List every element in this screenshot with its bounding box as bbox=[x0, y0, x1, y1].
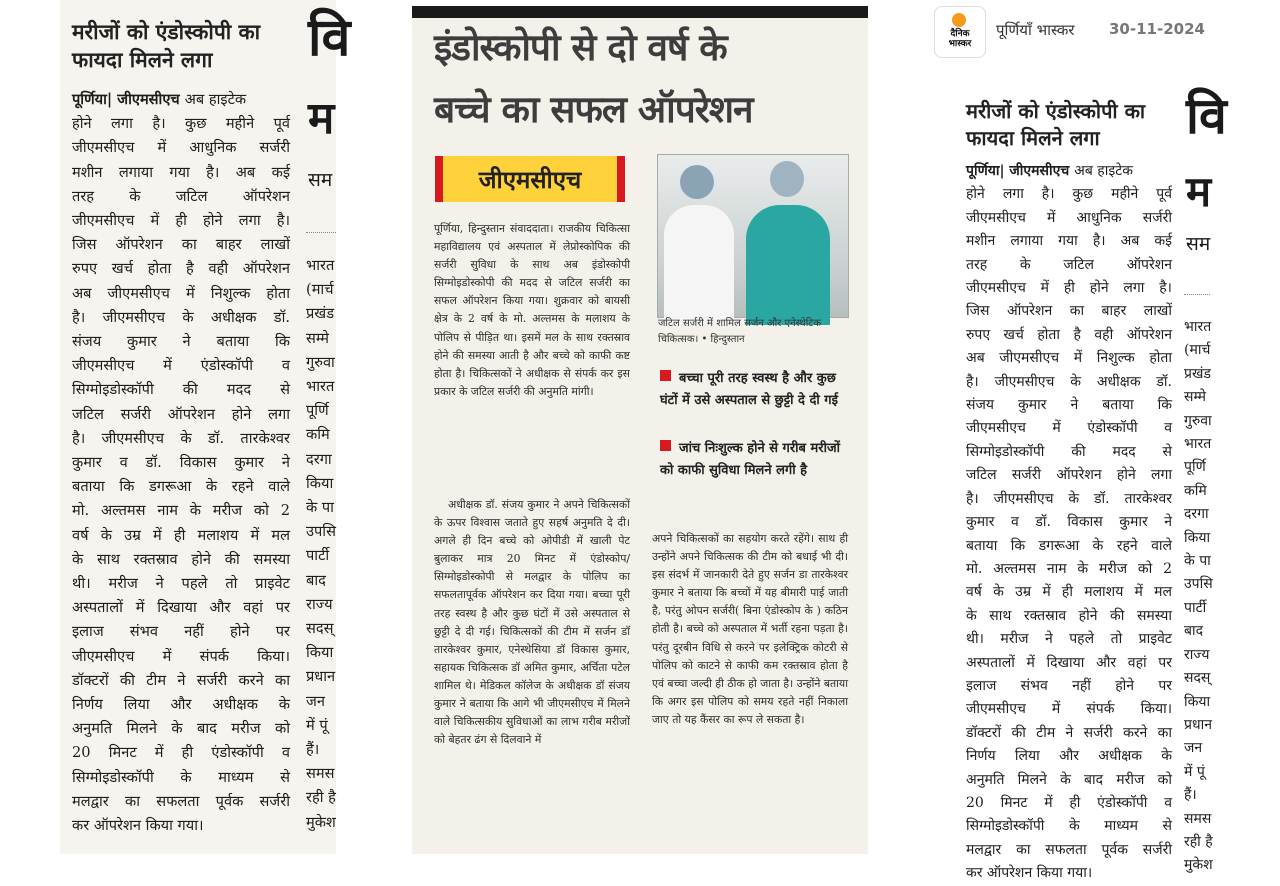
article-line: वर्ष के उम्र में ही मलाशय में मल bbox=[966, 584, 1172, 601]
neighbor-line: सदस् bbox=[306, 620, 334, 638]
article-line: जीएमसीएच में आधुनिक सर्जरी bbox=[72, 139, 290, 157]
article-line: तरह के जटिल ऑपरेशन bbox=[966, 256, 1172, 273]
neighbor-line: पूर्णि bbox=[306, 402, 329, 420]
article-line: मशीन लगाया गया है। अब कई bbox=[966, 233, 1172, 250]
article-line: अस्पतालों में दिखाया और वहां पर bbox=[72, 599, 290, 617]
article-line: कुमार व डॉ. विकास कुमार ने bbox=[966, 514, 1172, 531]
neighbor-line: कमि bbox=[1184, 482, 1207, 499]
article-first-line bbox=[72, 88, 290, 112]
neighbor-line: सम्मे bbox=[1184, 389, 1207, 406]
headline-line-2: फायदा मिलने लगा bbox=[966, 126, 1100, 150]
article-line: कर ऑपरेशन किया गया। bbox=[72, 817, 204, 835]
center-col2-para: अपने चिकित्सकों का सहयोग करते रहेंगे। साथ ही उन्होंने अपने चिकित्सक की टीम को बधाई भी दी। इस संदर्भ में जानकारी देते हुए सर्जन डा तारकेश्वर कुमार ने बताया कि बच्चों में यह बीमारी पाई जाती है, परंतु ओपन सर्जरी( बिना एंडोस्कोप के ) कठिन होती है। बच्चे को अस्पताल में भर्ती रहना पड़ता है। परंतु दूरबीन विधि से करने पर इलेक्ट्रिक कोटरी से पोलिप को काटने से काफी कम रक्तस्राव होता है एवं बच्चा जल्दी ही ठीक हो जाता है। उन्होंने बताया कि अगर इस पोलिप को समय रहते नहीं निकाला जाए तो यह कैंसर का रूप ले सकता है। bbox=[652, 532, 848, 726]
neighbor-line: भारत bbox=[1184, 319, 1212, 335]
bullet-text: जांच निःशुल्क होने से गरीब मरीजों को काफी सुविधा मिलने लगी है bbox=[660, 441, 840, 478]
neighbor-line: रही है bbox=[306, 789, 336, 807]
article-line: रुपए खर्च होता है वही ऑपरेशन bbox=[72, 260, 290, 278]
dateline: पूर्णिया| bbox=[966, 163, 1010, 179]
right-news-clipping bbox=[930, 70, 1227, 882]
article-line: है। जीएमसीएच के अधीक्षक डॉ. bbox=[966, 373, 1172, 390]
neighbor-line: गुरुवा bbox=[306, 353, 335, 371]
person-head-icon bbox=[680, 165, 714, 199]
article-line: मलद्वार का सफलता पूर्वक सर्जरी bbox=[966, 841, 1172, 858]
article-line: संजय कुमार ने बताया कि bbox=[966, 397, 1172, 414]
neighbor-column-fragment bbox=[1184, 316, 1213, 878]
neighbor-column-fragment bbox=[306, 254, 336, 835]
photo-caption: जटिल सर्जरी में शामिल सर्जन और एनेस्थेटिक चिकित्सक। • हिन्दुस्तान bbox=[658, 318, 822, 345]
neighbor-line: भारत bbox=[306, 378, 335, 396]
article-line: सिग्मोइडोस्कॉपी के माध्यम से bbox=[966, 818, 1172, 835]
neighbor-line: (मार्च bbox=[306, 281, 334, 299]
column-rule bbox=[306, 232, 336, 233]
headline-line-1: मरीजों को एंडोस्कोपी का bbox=[72, 20, 261, 44]
article-line: इलाज संभव नहीं होने पर bbox=[966, 677, 1172, 694]
article-line: मलद्वार का सफलता पूर्वक सर्जरी bbox=[72, 792, 290, 810]
article-line: जीएमसीएच में एंडोस्कॉपी व bbox=[966, 420, 1172, 437]
highlight-bullet bbox=[660, 438, 850, 482]
neighbor-line: दरगा bbox=[306, 450, 332, 468]
article-line: मो. अल्तमस नाम के मरीज को 2 bbox=[966, 560, 1172, 577]
article-headline bbox=[966, 98, 1145, 152]
article-line: डॉक्टरों की टीम ने सर्जरी करने का bbox=[966, 724, 1172, 741]
neighbor-line: गुरुवा bbox=[1184, 412, 1212, 429]
neighbor-line: बाद bbox=[1184, 623, 1204, 640]
neighbor-line: उपसि bbox=[306, 523, 336, 541]
article-line: जीएमसीएच में ही होने लगा है। bbox=[72, 212, 290, 230]
article-line: जीएमसीएच में संपर्क किया। bbox=[72, 647, 290, 665]
byline: जीएमसीएच bbox=[1009, 163, 1075, 179]
left-news-clipping bbox=[60, 0, 351, 854]
article-line: रुपए खर्च होता है वही ऑपरेशन bbox=[966, 326, 1172, 343]
neighbor-headline-fragment-1: वि bbox=[1186, 87, 1227, 145]
article-line: जिस ऑपरेशन का बाहर लाखों bbox=[72, 236, 290, 254]
neighbor-line: भारत bbox=[1184, 436, 1212, 453]
article-line: अब हाइटेक bbox=[184, 91, 247, 108]
article-line: है। जीएमसीएच के अधीक्षक डॉ. bbox=[72, 308, 290, 326]
article-line: थी। मरीज ने पहले तो प्राइवेट bbox=[966, 631, 1172, 648]
neighbor-line: हैं। bbox=[1184, 787, 1197, 804]
neighbor-line: भारत bbox=[306, 257, 335, 274]
article-line: होने लगा है। कुछ महीने पूर्व bbox=[72, 115, 290, 133]
article-line: जीएमसीएच में ही होने लगा है। bbox=[966, 280, 1172, 297]
neighbor-line: पूर्णि bbox=[1184, 459, 1206, 476]
neighbor-line: मुकेश bbox=[1184, 857, 1213, 874]
article-line: सिग्मोइडोस्कॉपी की मदद से bbox=[72, 381, 290, 399]
neighbor-headline-fragment-1: वि bbox=[308, 8, 351, 68]
article-line: है। जीएमसीएच के डॉ. तारकेश्वर bbox=[966, 490, 1172, 507]
article-line: तरह के जटिल ऑपरेशन bbox=[72, 187, 290, 205]
neighbor-line: प्रधान bbox=[306, 668, 336, 686]
neighbor-line: प्रधान bbox=[1184, 716, 1212, 733]
center-headline-line-2: बच्चे का सफल ऑपरेशन bbox=[434, 88, 753, 131]
article-line: थी। मरीज ने पहले तो प्राइवेट bbox=[72, 575, 290, 593]
neighbor-line: हैं। bbox=[306, 741, 320, 759]
news-photo bbox=[657, 154, 849, 318]
neighbor-line: किया bbox=[1184, 693, 1211, 710]
neighbor-line: किया bbox=[306, 474, 334, 492]
article-line: डॉक्टरों की टीम ने सर्जरी करने का bbox=[72, 671, 290, 689]
neighbor-line: राज्य bbox=[306, 595, 333, 613]
bullet-square-icon bbox=[660, 370, 671, 381]
article-line: संजय कुमार ने बताया कि bbox=[72, 333, 290, 351]
article-body bbox=[966, 160, 1172, 886]
article-line: के साथ रक्तस्राव होने की समस्या bbox=[72, 550, 290, 568]
dateline: पूर्णिया| bbox=[72, 91, 118, 108]
center-headline-line-1: इंडोस्कोपी से दो वर्ष के bbox=[434, 26, 727, 69]
article-line: मो. अल्तमस नाम के मरीज को 2 bbox=[72, 502, 290, 520]
logo-text: दैनिक भास्कर bbox=[948, 29, 972, 49]
article-line: जीएमसीएच में संपर्क किया। bbox=[966, 701, 1172, 718]
neighbor-line: जन bbox=[1184, 740, 1203, 757]
article-line: मशीन लगाया गया है। अब कई bbox=[72, 163, 290, 181]
article-line: कर ऑपरेशन किया गया। bbox=[966, 865, 1093, 882]
headline-line-1: मरीजों को एंडोस्कोपी का bbox=[966, 99, 1146, 123]
neighbor-line: सम्मे bbox=[306, 329, 329, 347]
neighbor-line: राज्य bbox=[1184, 646, 1210, 663]
source-date: 30-11-2024 bbox=[1109, 20, 1205, 38]
neighbor-line: दरगा bbox=[1184, 506, 1209, 523]
article-line: जिस ऑपरेशन का बाहर लाखों bbox=[966, 303, 1172, 320]
neighbor-line: प्रखंड bbox=[306, 305, 335, 323]
neighbor-line: (मार्च bbox=[1184, 342, 1211, 359]
neighbor-line: के पा bbox=[306, 499, 334, 517]
article-line: अब जीएमसीएच में निशुल्क होता bbox=[966, 350, 1172, 367]
neighbor-line: कमि bbox=[306, 426, 330, 444]
neighbor-line: किया bbox=[306, 644, 334, 662]
article-line: निर्णय लिया और अधीक्षक के bbox=[72, 696, 290, 714]
neighbor-line: में पूं bbox=[1184, 763, 1205, 780]
article-line: अस्पतालों में दिखाया और वहां पर bbox=[966, 654, 1172, 671]
article-line: कुमार व डॉ. विकास कुमार ने bbox=[72, 454, 290, 472]
article-body bbox=[72, 88, 290, 838]
neighbor-line: के पा bbox=[1184, 553, 1211, 570]
neighbor-line: बाद bbox=[306, 571, 326, 589]
bhaskar-logo[interactable] bbox=[934, 6, 986, 58]
neighbor-line: समस bbox=[306, 765, 335, 783]
article-line: वर्ष के उम्र में ही मलाशय में मल bbox=[72, 526, 290, 544]
source-name[interactable]: पूर्णियाँ भास्कर bbox=[996, 21, 1075, 39]
top-bar bbox=[412, 6, 868, 18]
headline-line-2: फायदा मिलने लगा bbox=[72, 48, 213, 73]
highlight-bullet bbox=[660, 368, 850, 412]
neighbor-line: पार्टी bbox=[1184, 599, 1207, 616]
article-line: अब हाइटेक bbox=[1074, 163, 1134, 179]
neighbor-line: रही है bbox=[1184, 833, 1213, 850]
kicker-label bbox=[435, 156, 625, 202]
article-line: अनुमति मिलने के बाद मरीज को bbox=[72, 720, 290, 738]
neighbor-line: पार्टी bbox=[306, 547, 330, 565]
kicker-text: जीएमसीएच bbox=[478, 165, 582, 194]
article-line: है। जीएमसीएच के डॉ. तारकेश्वर bbox=[72, 429, 290, 447]
center-news-clipping bbox=[412, 6, 868, 854]
bullet-square-icon bbox=[660, 440, 671, 451]
article-line: जटिल सर्जरी ऑपरेशन होने लगा bbox=[72, 405, 290, 423]
article-line: सिग्मोइडोस्कॉपी के माध्यम से bbox=[72, 768, 290, 786]
article-line: निर्णय लिया और अधीक्षक के bbox=[966, 748, 1172, 765]
article-first-line bbox=[966, 160, 1172, 183]
neighbor-line: प्रखंड bbox=[1184, 365, 1211, 382]
article-line: इलाज संभव नहीं होने पर bbox=[72, 623, 290, 641]
article-line: 20 मिनट में ही एंडोस्कॉपी व bbox=[966, 794, 1172, 811]
bullet-text: बच्चा पूरी तरह स्वस्थ है और कुछ घंटों में उसे अस्पताल से छुट्टी दे दी गई bbox=[660, 371, 838, 408]
article-line: जटिल सर्जरी ऑपरेशन होने लगा bbox=[966, 467, 1172, 484]
person-head-icon bbox=[770, 161, 804, 197]
article-line: बताया कि डगरूआ के रहने वाले bbox=[966, 537, 1172, 554]
byline: जीएमसीएच bbox=[117, 91, 185, 108]
neighbor-line: मुकेश bbox=[306, 813, 336, 831]
neighbor-line: किया bbox=[1184, 529, 1211, 546]
center-col1-para2: अधीक्षक डॉ. संजय कुमार ने अपने चिकित्सकों के ऊपर विश्वास जताते हुए सहर्ष अनुमति दे दी। अगले ही दिन बच्चे को ओपीडी में खाली पेट बुलाकर मात्र 20 मिनट में एंडोस्कोप/सिग्मोइडोस्कोपी से मलद्वार के पोलिप का सफलतापूर्वक ऑपरेशन कर दिया गया। बच्चा पूरी तरह स्वस्थ है और कुछ घंटों में उसे अस्पताल से छुट्टी दे दी गई। चिकित्सकों की टीम में सर्जन डॉ तारकेश्वर कुमार, एनेस्थेसिया डॉ विकास कुमार, सहायक चिकित्सक डॉ अमित कुमार, अर्चिता पटेल शामिल थे। मेडिकल कॉलेज के अधीक्षक डॉ संजय कुमार ने बताया कि आगे भी जीएमसीएच में मिलने वाले चिकित्सकीय सुविधाओं का लाभ गरीब मरीजों को बेहतर ढंग से दिलवाने में bbox=[434, 498, 630, 747]
article-line: अनुमति मिलने के बाद मरीज को bbox=[966, 771, 1172, 788]
article-line: 20 मिनट में ही एंडोस्कॉपी व bbox=[72, 744, 290, 762]
neighbor-line: में पूं bbox=[306, 716, 328, 734]
article-line: बताया कि डगरूआ के रहने वाले bbox=[72, 478, 290, 496]
neighbor-line: सदस् bbox=[1184, 670, 1211, 687]
person-body-icon bbox=[746, 205, 830, 325]
column-rule bbox=[1184, 294, 1210, 295]
neighbor-headline-fragment-2: म bbox=[308, 93, 335, 144]
neighbor-line: समस bbox=[1184, 810, 1212, 827]
neighbor-subhead-fragment: सम bbox=[308, 169, 333, 191]
neighbor-headline-fragment-2: म bbox=[1186, 167, 1212, 216]
neighbor-line: जन bbox=[306, 692, 325, 710]
article-headline bbox=[72, 18, 260, 75]
article-line: जीएमसीएच में आधुनिक सर्जरी bbox=[966, 209, 1172, 226]
article-line: के साथ रक्तस्राव होने की समस्या bbox=[966, 607, 1172, 624]
article-line: होने लगा है। कुछ महीने पूर्व bbox=[966, 186, 1172, 203]
article-line: सिग्मोइडोस्कॉपी की मदद से bbox=[966, 443, 1172, 460]
sun-icon bbox=[952, 13, 966, 27]
neighbor-subhead-fragment: सम bbox=[1186, 233, 1211, 255]
article-line: जीएमसीएच में एंडोस्कॉपी व bbox=[72, 357, 290, 375]
neighbor-line: उपसि bbox=[1184, 576, 1213, 593]
article-line: अब जीएमसीएच में निशुल्क होता bbox=[72, 284, 290, 302]
center-col1-para1: पूर्णिया, हिन्दुस्तान संवाददाता। राजकीय चिकित्सा महाविद्यालय एवं अस्पताल में लेप्रोस्कोपिक की सर्जरी सुविधा के साथ अब इंडोस्कोपी सिग्मोइडोस्कोपी की मदद से जटिल सर्जरी का सफल ऑपरेशन किया गया। शुक्रवार को बायसी क्षेत्र के 2 वर्ष के मो. अल्तमस के मलाशय के पोलिप से पीड़ित था। इसमें मल के साथ रक्तस्राव होने की समस्या आती है और बच्चे को काफी कष्ट होता है। चिकित्सकों ने अधीक्षक से संपर्क कर इस प्रकार के जटिल सर्जरी की अनुमति मांगी। bbox=[434, 222, 630, 398]
person-body-icon bbox=[664, 205, 734, 325]
